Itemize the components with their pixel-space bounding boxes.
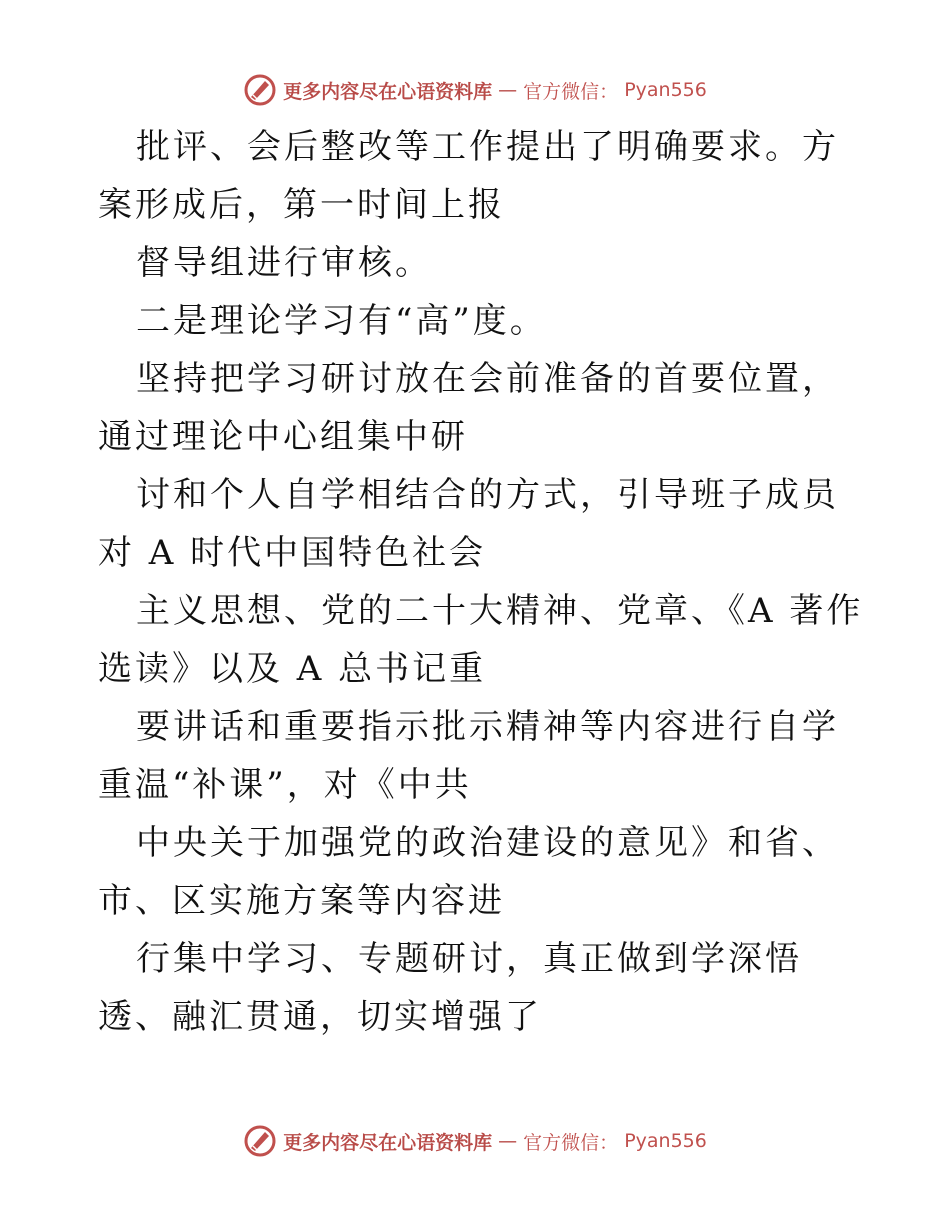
paragraph: 督导组进行审核。 [136, 243, 432, 283]
watermark-dash: — [498, 79, 518, 101]
paragraph: 讨和个人自学相结合的方式，引导班子成员对 A 时代中国特色社会 [98, 475, 839, 573]
watermark-logo-icon [243, 1124, 277, 1158]
watermark-side-text: 官方微信： [523, 1131, 619, 1154]
paragraph: 行集中学习、专题研讨，真正做到学深悟透、融汇贯通，切实增强了 [98, 939, 802, 1037]
paragraph: 要讲话和重要指示批示精神等内容进行自学重温“补课”，对《中共 [98, 707, 839, 805]
paragraph: 二是理论学习有“高”度。 [136, 301, 547, 341]
paragraph: 主义思想、党的二十大精神、党章、《A 著作选读》以及 A 总书记重 [98, 591, 864, 689]
document-body [98, 118, 868, 1046]
paragraph: 坚持把学习研讨放在会前准备的首要位置，通过理论中心组集中研 [98, 359, 839, 457]
watermark-dash: — [498, 1130, 518, 1152]
paragraph: 中央关于加强党的政治建设的意见》和省、市、区实施方案等内容进 [98, 823, 839, 921]
watermark-main-text: 更多内容尽在心语资料库 [283, 1131, 493, 1154]
footer-watermark [0, 1124, 950, 1158]
watermark-main-text: 更多内容尽在心语资料库 [283, 80, 493, 103]
paragraph: 批评、会后整改等工作提出了明确要求。方案形成后，第一时间上报 [98, 127, 839, 225]
watermark-id: Pyan556 [624, 1130, 707, 1152]
watermark-logo-icon [243, 73, 277, 107]
header-watermark [0, 73, 950, 107]
watermark-side-text: 官方微信： [523, 80, 619, 103]
watermark-id: Pyan556 [624, 79, 707, 101]
